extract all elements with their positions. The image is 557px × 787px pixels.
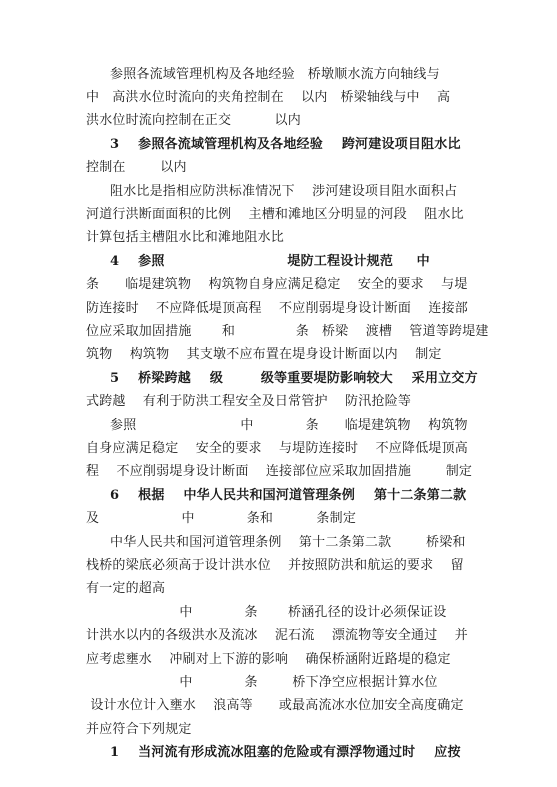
- text-line: 并应符合下列规定: [86, 722, 192, 737]
- text-line: 防连接时 不应降低堤顶高程 不应削弱堤身设计断面 连接部: [86, 301, 468, 316]
- text-line: 6 根据 中华人民共和国河道管理条例 第十二条第二款: [110, 488, 467, 503]
- text-line: 设计水位计入壅水 浪高等 或最高流冰水位加安全高度确定: [86, 698, 464, 713]
- text-line: 中 高洪水位时流向的夹角控制在 以内 桥梁轴线与中 高: [86, 90, 451, 105]
- text-line: 控制在 以内: [86, 160, 187, 175]
- text-line: 洪水位时流向控制在正交 以内: [86, 113, 301, 128]
- text-line: 河道行洪断面面积的比例 主槽和滩地区分明显的河段 阻水比: [86, 207, 464, 222]
- text-line: 程 不应削弱堤身设计断面 连接部位应采取加固措施 制定: [86, 464, 473, 479]
- text-line: 及 中 条和 条制定: [86, 511, 357, 526]
- text-line: 中 条 桥下净空应根据计算水位: [110, 675, 438, 690]
- text-line: 参照各流域管理机构及各地经验 桥墩顺水流方向轴线与: [110, 67, 440, 82]
- text-line: 3 参照各流域管理机构及各地经验 跨河建设项目阻水比: [110, 137, 461, 152]
- text-line: 中 条 桥涵孔径的设计必须保证设: [110, 605, 447, 620]
- text-line: 阻水比是指相应防洪标准情况下 涉河建设项目阻水面积占: [110, 184, 458, 199]
- text-line: 式跨越 有利于防洪工程安全及日常管护 防汛抢险等: [86, 394, 412, 409]
- text-line: 有一定的超高: [86, 581, 166, 596]
- text-line: 位应采取加固措施 和 条 桥梁 渡槽 管道等跨堤建: [86, 324, 489, 339]
- text-line: 5 桥梁跨越 级 级等重要堤防影响较大 采用立交方: [110, 371, 478, 386]
- text-line: 4 参照 堤防工程设计规范 中: [110, 254, 430, 269]
- text-line: 计算包括主槽阻水比和滩地阻水比: [86, 230, 285, 245]
- text-line: 中华人民共和国河道管理条例 第十二条第二款 桥梁和: [110, 535, 466, 550]
- text-line: 条 临堤建筑物 构筑物自身应满足稳定 安全的要求 与堤: [86, 277, 468, 292]
- text-line: 计洪水以内的各级洪水及流冰 泥石流 漂流物等安全通过 并: [86, 628, 468, 643]
- text-line: 1 当河流有形成流冰阻塞的危险或有漂浮物通过时 应按: [110, 745, 461, 760]
- text-line: 参照 中 条 临堤建筑物 构筑物: [110, 418, 468, 433]
- text-line: 应考虑壅水 冲刷对上下游的影响 确保桥涵附近路堤的稳定: [86, 652, 451, 667]
- text-line: 栈桥的梁底必须高于设计洪水位 并按照防洪和航运的要求 留: [86, 558, 464, 573]
- text-line: 自身应满足稳定 安全的要求 与堤防连接时 不应降低堤顶高: [86, 441, 468, 456]
- text-line: 筑物 构筑物 其支墩不应布置在堤身设计断面以内 制定: [86, 347, 442, 362]
